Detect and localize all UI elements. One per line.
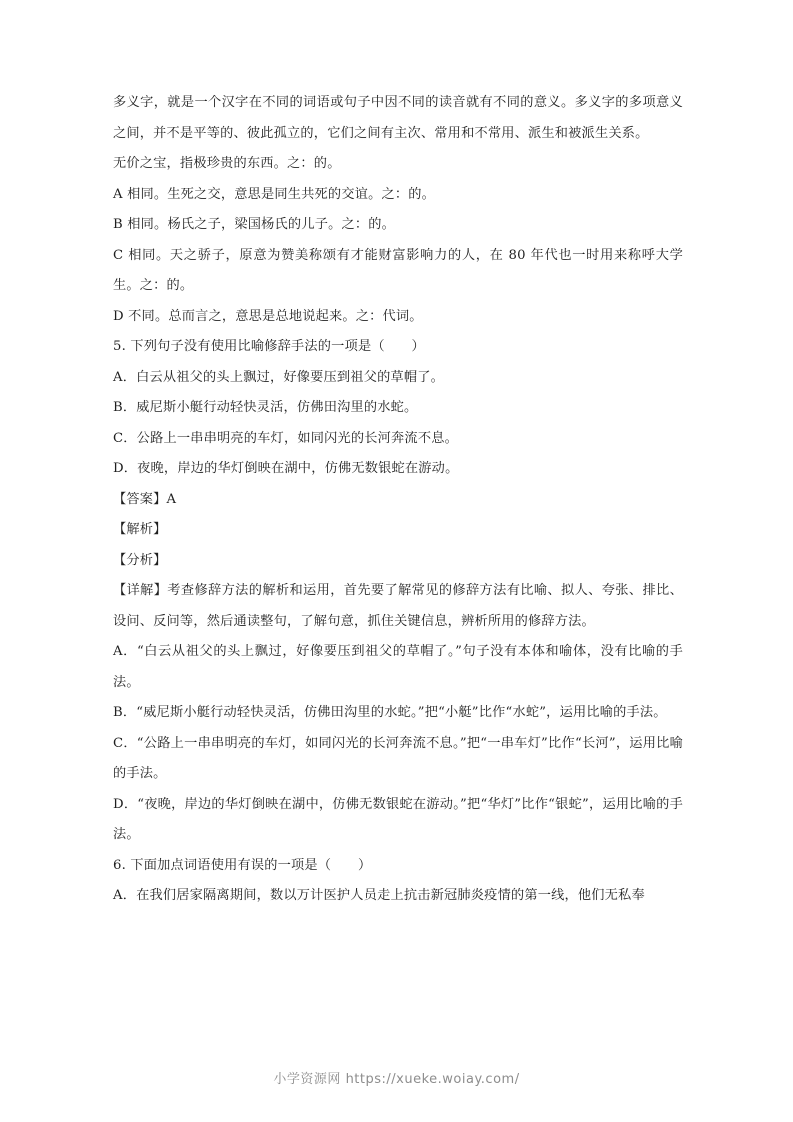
- paragraph: 无价之宝，指极珍贵的东西。之：的。: [113, 156, 341, 171]
- answer-line: 【答案】A: [113, 491, 177, 507]
- explanation-c: C．“公路上一串串明亮的车灯，如同闪光的长河奔流不息。”把“一串车灯”比作“长河”，运用比喻的手法。: [113, 735, 683, 781]
- option-a: A．在我们居家隔离期间，数以万计医护人员走上抗击新冠肺炎疫情的第一线，他们无私奉: [113, 888, 645, 903]
- watermark-name: 小学资源网: [273, 1072, 341, 1087]
- option-a: A．白云从祖父的头上飘过，好像要压到祖父的草帽了。: [113, 369, 445, 385]
- document-body: [113, 88, 683, 912]
- question-stem: 5. 下列句子没有使用比喻修辞手法的一项是（ ）: [113, 339, 425, 354]
- question-stem: 6. 下面加点词语使用有误的一项是（ ）: [113, 857, 372, 873]
- paragraph: C 相同。天之骄子，原意为赞美称颂有才能财富影响力的人，在 80 年代也一时用来称呼大学生。之：的。: [113, 247, 683, 293]
- paragraph: 多义字，就是一个汉字在不同的词语或句子中因不同的读音就有不同的意义。多义字的多项意义之间，并不是平等的、彼此孤立的，它们之间有主次、常用和不常用、派生和被派生关系。: [113, 95, 683, 141]
- option-b: B．威尼斯小艇行动轻快灵活，仿佛田沟里的水蛇。: [113, 400, 418, 415]
- detail-explanation: 【详解】考查修辞方法的解析和运用，首先要了解常见的修辞方法有比喻、拟人、夸张、排比、设问、反问等，然后通读整句，了解句意，抓住关键信息，辨析所用的修辞方法。: [113, 583, 683, 629]
- analysis-label: 【分析】: [113, 552, 167, 568]
- watermark-url: https://xueke.woiay.com/: [345, 1072, 520, 1087]
- explanation-b: B．“威尼斯小艇行动轻快灵活，仿佛田沟里的水蛇。”把“小艇”比作“水蛇”，运用比喻的手法。: [113, 705, 667, 720]
- explanation-d: D．“夜晚，岸边的华灯倒映在湖中，仿佛无数银蛇在游动。”把“华灯”比作“银蛇”，运用比喻的手法。: [113, 796, 683, 842]
- paragraph: B 相同。杨氏之子，梁国杨氏的儿子。之：的。: [113, 217, 396, 232]
- paragraph: D 不同。总而言之，意思是总地说起来。之：代词。: [113, 308, 423, 324]
- option-d: D．夜晚，岸边的华灯倒映在湖中，仿佛无数银蛇在游动。: [113, 461, 459, 476]
- explanation-a: A．“白云从祖父的头上飘过，好像要压到祖父的草帽了。”句子没有本体和喻体，没有比喻的手法。: [113, 644, 683, 690]
- watermark: [0, 1068, 793, 1087]
- explanation-label: 【解析】: [113, 522, 167, 537]
- option-c: C．公路上一串串明亮的车灯，如同闪光的长河奔流不息。: [113, 430, 458, 446]
- paragraph: A 相同。生死之交，意思是同生共死的交谊。之：的。: [113, 186, 436, 202]
